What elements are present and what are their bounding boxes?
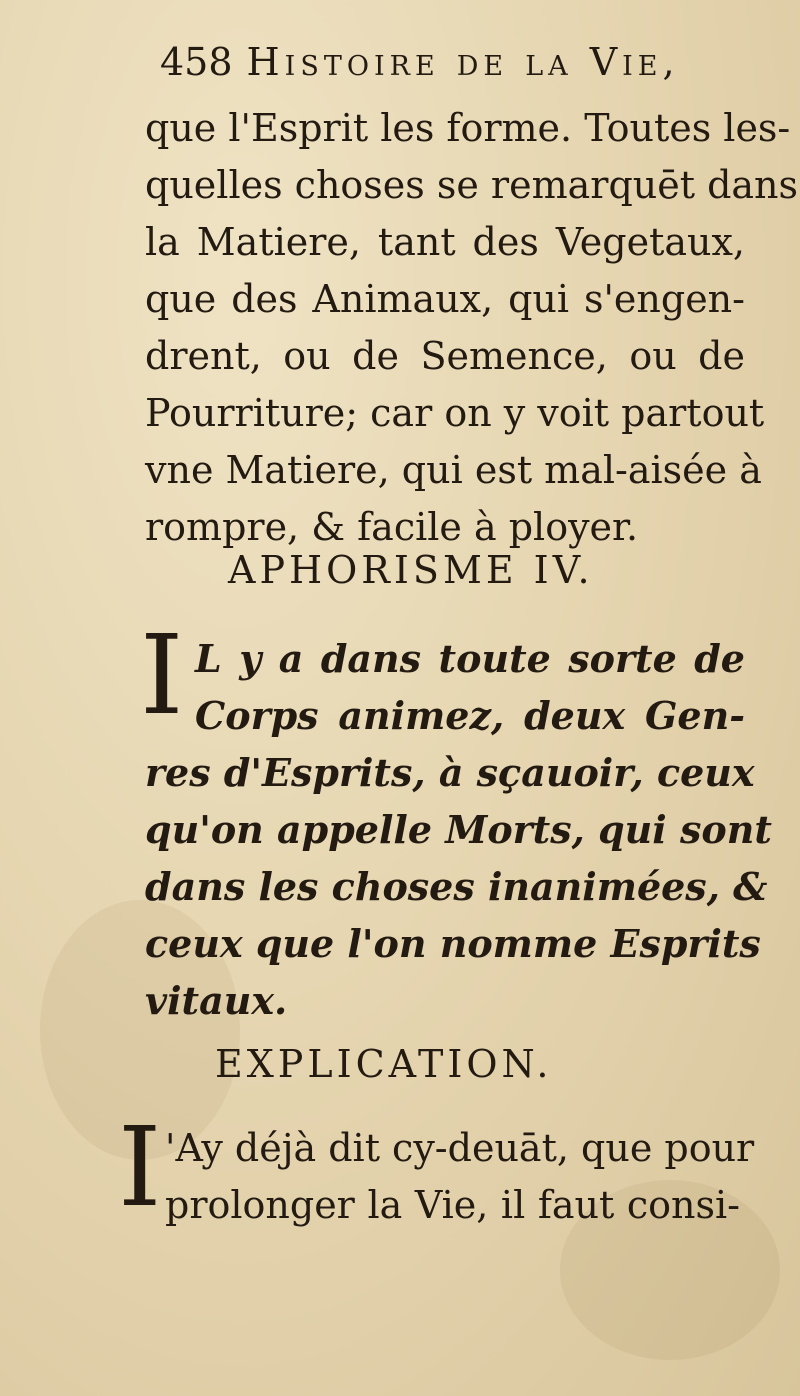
text-line: 'Ay déjà dit cy-deuāt, que pour xyxy=(165,1126,755,1170)
text-line: rompre, & facile à ployer. xyxy=(145,505,639,549)
text-line: qu'on appelle Morts, qui sont xyxy=(145,807,772,852)
text-line: Corps animez, deux Gen- xyxy=(195,693,745,738)
aphorism-heading: APHORISME IV. xyxy=(228,548,594,592)
page-number: 458 xyxy=(160,40,233,84)
text-line: vne Matiere, qui est mal-aisée à xyxy=(145,448,762,492)
text-line: drent, ou de Semence, ou de xyxy=(145,334,745,378)
text-line: L y a dans toute sorte de xyxy=(195,636,745,681)
text-line: la Matiere, tant des Vegetaux, xyxy=(145,220,745,264)
aphorism-text xyxy=(145,630,772,1029)
text-line: dans les choses inanimées, & xyxy=(145,864,768,909)
explication-heading: EXPLICATION. xyxy=(215,1042,553,1086)
explication-text xyxy=(165,1120,755,1234)
running-head xyxy=(160,40,680,84)
intro-paragraph xyxy=(145,100,799,556)
explication-drop-cap: I xyxy=(118,1103,162,1231)
text-line: prolonger la Vie, il faut consi- xyxy=(165,1183,740,1227)
text-line: que des Animaux, qui s'engen- xyxy=(145,277,745,321)
text-line: quelles choses se remarquēt dans xyxy=(145,163,799,207)
text-line: res d'Esprits, à sçauoir, ceux xyxy=(145,750,755,795)
text-line: Pourriture; car on y voit partout xyxy=(145,391,765,435)
aphorism-drop-cap: I xyxy=(140,611,184,739)
text-line: ceux que l'on nomme Esprits xyxy=(145,921,761,966)
text-line: que l'Esprit les forme. Toutes les- xyxy=(145,106,791,150)
running-title: Histoire de la Vie, xyxy=(246,40,680,84)
text-line: vitaux. xyxy=(145,978,288,1023)
